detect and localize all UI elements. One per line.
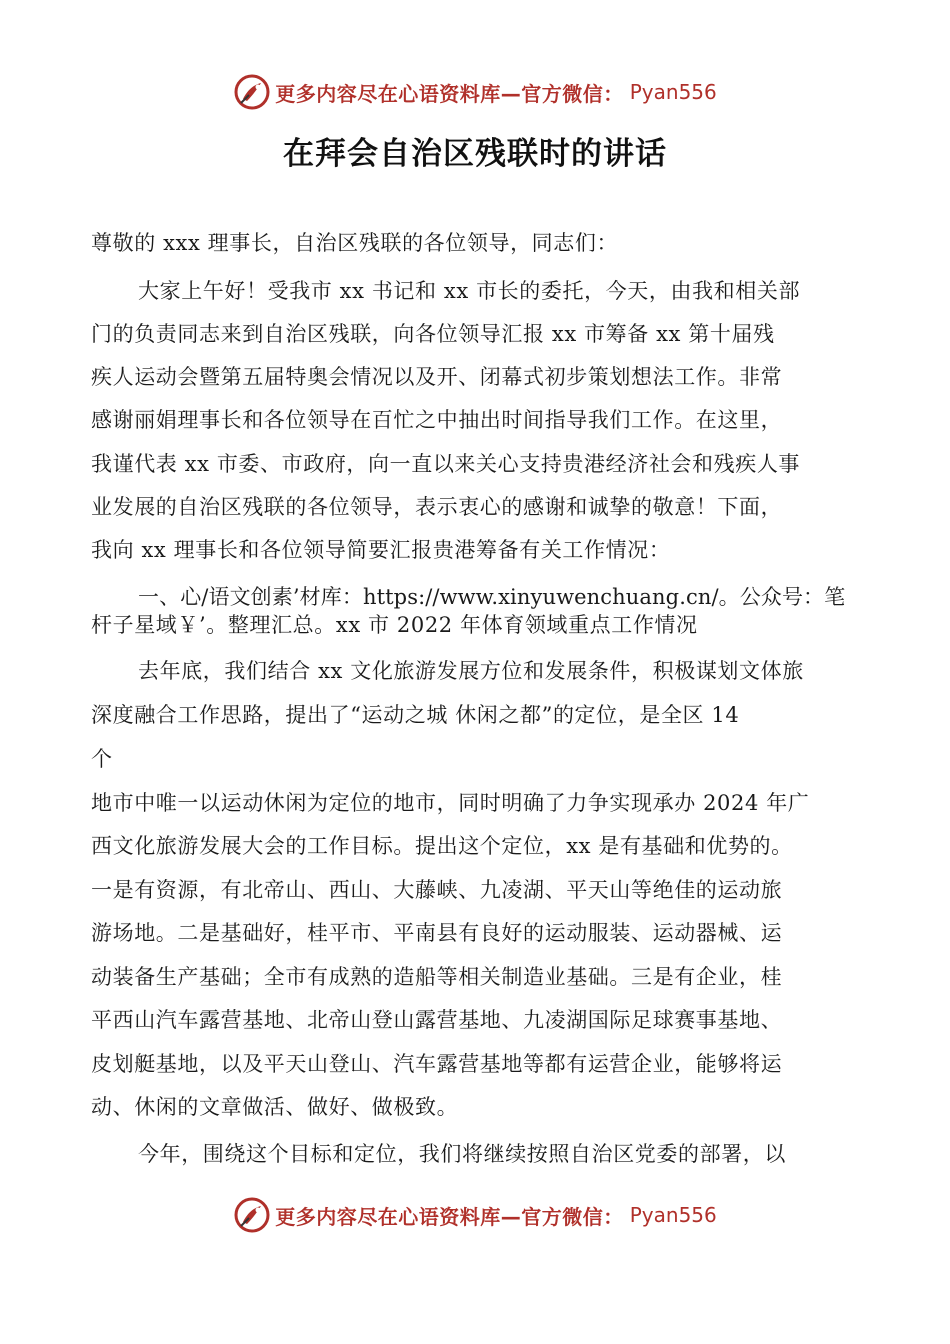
paragraph-line: 今年，围绕这个目标和定位，我们将继续按照自治区党委的部署，以 — [138, 1142, 786, 1166]
logo-icon — [233, 1196, 271, 1234]
watermark-id: Pyan556 — [629, 80, 717, 104]
watermark-text: 更多内容尽在心语资料库—官方微信： — [275, 1204, 624, 1229]
watermark-id: Pyan556 — [629, 1203, 717, 1227]
paragraph-line: 门的负责同志来到自治区残联，向各位领导汇报 xx 市筹备 xx 第十届残 — [91, 322, 775, 346]
paragraph-line: 平西山汽车露营基地、北帝山登山露营基地、九凌湖国际足球赛事基地、 — [91, 1008, 783, 1032]
watermark-text: 更多内容尽在心语资料库—官方微信： — [275, 81, 624, 106]
page-title: 在拜会自治区残联时的讲话 — [283, 136, 667, 172]
watermark-banner-bottom — [0, 1193, 950, 1237]
paragraph-line: 动、休闲的文章做活、做好、做极致。 — [91, 1095, 459, 1119]
paragraph-line: 业发展的自治区残联的各位领导，表示衷心的感谢和诚挚的敬意！下面， — [91, 495, 783, 519]
paragraph-line: 动装备生产基础；全市有成熟的造船等相关制造业基础。三是有企业，桂 — [91, 965, 783, 989]
paragraph-line: 我谨代表 xx 市委、市政府，向一直以来关心支持贵港经济社会和残疾人事 — [91, 452, 801, 476]
paragraph-line: 感谢丽娟理事长和各位领导在百忙之中抽出时间指导我们工作。在这里， — [91, 408, 783, 432]
paragraph-line: 大家上午好！受我市 xx 书记和 xx 市长的委托，今天，由我和相关部 — [138, 279, 801, 303]
paragraph-line: 皮划艇基地，以及平天山登山、汽车露营基地等都有运营企业，能够将运 — [91, 1052, 783, 1076]
logo-icon — [233, 73, 271, 111]
paragraph-line: 地市中唯一以运动休闲为定位的地市，同时明确了力争实现承办 2024 年广 — [91, 791, 810, 815]
paragraph-line: 游场地。二是基础好，桂平市、平南县有良好的运动服装、运动器械、运 — [91, 921, 783, 945]
watermark-banner-top — [0, 70, 950, 114]
paragraph-line: 疾人运动会暨第五届特奥会情况以及开、闭幕式初步策划想法工作。非常 — [91, 365, 783, 389]
heading-line: 杆子星域￥’。整理汇总。xx 市 2022 年体育领域重点工作情况 — [91, 613, 698, 637]
paragraph-line: 去年底，我们结合 xx 文化旅游发展方位和发展条件，积极谋划文体旅 — [138, 659, 804, 683]
paragraph-line: 深度融合工作思路，提出了“运动之城 休闲之都”的定位，是全区 14 — [91, 703, 740, 727]
paragraph-line: 我向 xx 理事长和各位领导简要汇报贵港筹备有关工作情况： — [91, 538, 671, 562]
salutation-line: 尊敬的 xxx 理事长，自治区残联的各位领导，同志们： — [91, 231, 619, 255]
paragraph-line: 个 — [91, 747, 113, 771]
paragraph-line: 一是有资源，有北帝山、西山、大藤峡、九凌湖、平天山等绝佳的运动旅 — [91, 878, 783, 902]
heading-line: 一、心/语文创素’材库：https://www.xinyuwenchuang.cn/。公众号：笔 — [138, 585, 846, 609]
paragraph-line: 西文化旅游发展大会的工作目标。提出这个定位，xx 是有基础和优势的。 — [91, 834, 793, 858]
